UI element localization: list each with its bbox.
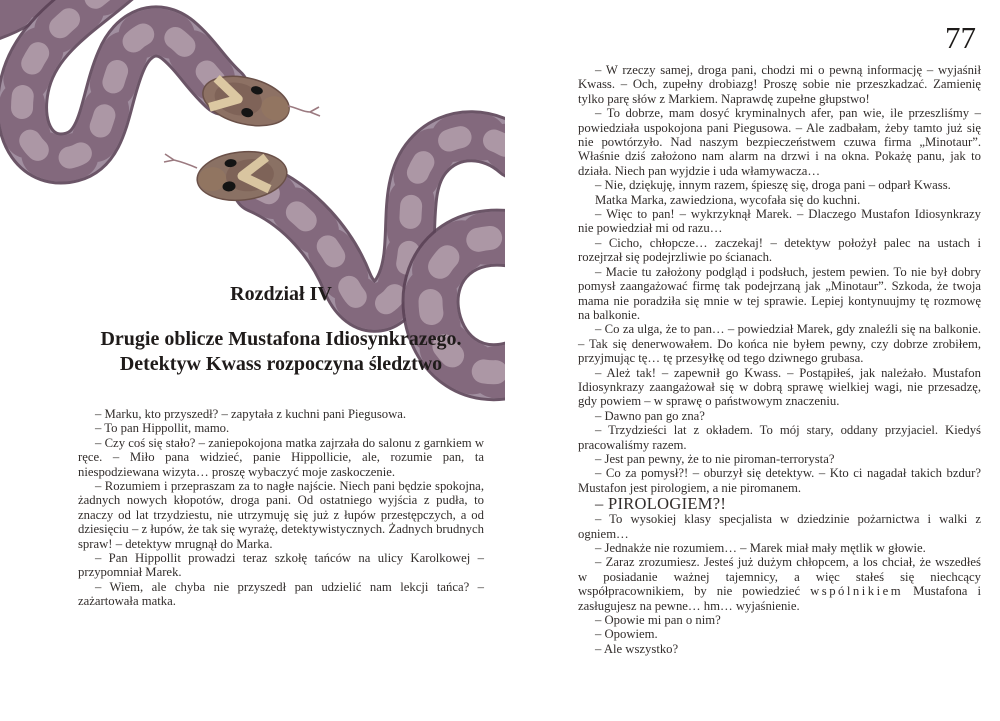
paragraph: – Co za ulga, że to pan… – powiedział Marek, gdy znaleźli się na balkonie. – Tak się denerwowałem. Do końca nie byłem pewny, czy dobrze zrobiłem, przyjmując tę… tę przesyłkę od tego dziwnego grubasa. <box>578 322 981 366</box>
paragraph: – Rozumiem i przepraszam za to nagłe najście. Niech pani będzie spokojna, żadnych nowych kłopotów, droga pani. Od ostatniego wyjścia z pudła, to znaczy od lat trzydziestu, nie utrzymuję się już z łupów przestępczych, a od dziesięciu – z łupów, że tak się wyrażę, detektywistycznych. Żadnych brudnych spraw! – detektyw mrugnął do Marka. <box>78 479 484 551</box>
left-page <box>78 284 484 609</box>
paragraph: – Ale wszystko? <box>595 641 679 656</box>
chapter-title-line1: Drugie oblicze Mustafona Idiosynkrazego. <box>100 328 462 350</box>
paragraph: Matka Marka, zawiedziona, wycofała się do kuchni. <box>595 192 861 207</box>
paragraph: – Co za pomysł?! – oburzył się detektyw. – Kto ci nagadał takich bzdur? Mustafon jest pirologiem, a nie piromanem. <box>578 466 981 495</box>
paragraph: – Zaraz zrozumiesz. Jesteś już dużym chłopcem, a los chciał, że wszedłeś w posiadanie ważnej tajemnicy, a więc stałeś się niechcący współpracownikiem, by nie powiedzieć wspólnikiem Mustafona i zasługujesz na pewne… hm… wyjaśnienie. <box>578 555 981 613</box>
paragraph: – PIROLOGIEM?! <box>595 494 727 514</box>
paragraph: – Nie, dziękuję, innym razem, śpieszę się, droga pani – odparł Kwass. <box>595 178 951 193</box>
paragraph: – To wysokiej klasy specjalista w dziedzinie pożarnictwa i walki z ogniem… <box>578 512 981 541</box>
paragraph: – Opowiem. <box>595 627 658 642</box>
paragraph: – Macie tu założony podgląd i podsłuch, jestem pewien. To nie był dobry pomysł zaangażować firmę tak podejrzaną jak „Minotaur”. Szkoda, że twoja mama nie poradziła się mnie w tej sprawie. Lepiej kontynuujmy tę rozmowę na balkonie. <box>578 264 981 322</box>
paragraph: – Czy coś się stało? – zaniepokojona matka zajrzała do salonu z garnkiem w ręce. – Miło pana widzieć, panie Hippollicie, ale, rozumie pan, ta niespodziewana wizyta… proszę wybaczyć moje zaskoczenie. <box>78 435 484 479</box>
left-page-text <box>78 407 484 609</box>
paragraph: – Jednakże nie rozumiem… – Marek miał mały mętlik w głowie. <box>595 541 926 555</box>
paragraph: – Więc to pan! – wykrzyknął Marek. – Dlaczego Mustafon Idiosynkrazy nie powiedział mi od razu… <box>578 207 981 236</box>
paragraph: – Marku, kto przyszedł? – zapytała z kuchni pani Piegusowa. <box>95 407 407 421</box>
paragraph: – Dawno pan go zna? <box>595 408 705 423</box>
page-number: 77 <box>945 20 976 55</box>
paragraph: – Pan Hippollit prowadzi teraz szkołę tańców na ulicy Karolkowej – przypomniał Marek. <box>78 551 484 580</box>
snake-one-tongue <box>288 106 320 116</box>
paragraph: – W rzeczy samej, droga pani, chodzi mi o pewną informację – wyjaśnił Kwass. – Och, zupełny drobiazg! Proszę sobie nie przeszkadzać. Zamienię tylko parę słów z Markiem. Naprawdę zupełne głupstwo! <box>578 63 981 106</box>
chapter-label: Rozdział IV <box>230 283 332 305</box>
right-page <box>578 63 981 656</box>
paragraph: – Wiem, ale chyba nie przyszedł pan udzielić nam lekcji tańca? – zażartowała matka. <box>78 579 484 609</box>
paragraph: – Opowie mi pan o nim? <box>595 613 721 628</box>
chapter-title-line2: Detektyw Kwass rozpoczyna śledztwo <box>119 353 443 375</box>
paragraph: – Ależ tak! – zapewnił go Kwass. – Postąpiłeś, jak należało. Mustafon Idiosynkrazy zaangażował się w dobrą sprawę wielkiej wagi, nie przesadzę, gdy powiem – w sprawę o państwowym znaczeniu. <box>578 365 981 409</box>
right-page-text <box>578 63 981 656</box>
paragraph: – To dobrze, mam dosyć kryminalnych afer, pan wie, ile przeszliśmy – powiedziała uspokojona pani Piegusowa. – Ale zadbałam, żeby tamto już się nie powtórzyło. Nad naszym bezpieczeństwem czuwa firma „Minotaur”. Właśnie dziś założono nam alarm na drzwi i na okna. Pokażę panu, jak to działa. Niech pan wyjdzie i uda włamywacza… <box>578 106 981 178</box>
snake-one-body <box>22 0 224 159</box>
paragraph: – To pan Hippollit, mamo. <box>95 421 230 436</box>
snake-two-tongue <box>164 154 197 168</box>
paragraph: – Jest pan pewny, że to nie piroman-terrorysta? <box>595 451 835 466</box>
paragraph: – Cicho, chłopcze… zaczekaj! – detektyw położył palec na ustach i rozejrzał się podejrzliwie po ścianach. <box>578 235 981 265</box>
paragraph: – Trzydzieści lat z okładem. To mój stary, oddany przyjaciel. Kiedyś pracowaliśmy razem. <box>578 423 981 452</box>
chapter-title <box>78 327 484 377</box>
